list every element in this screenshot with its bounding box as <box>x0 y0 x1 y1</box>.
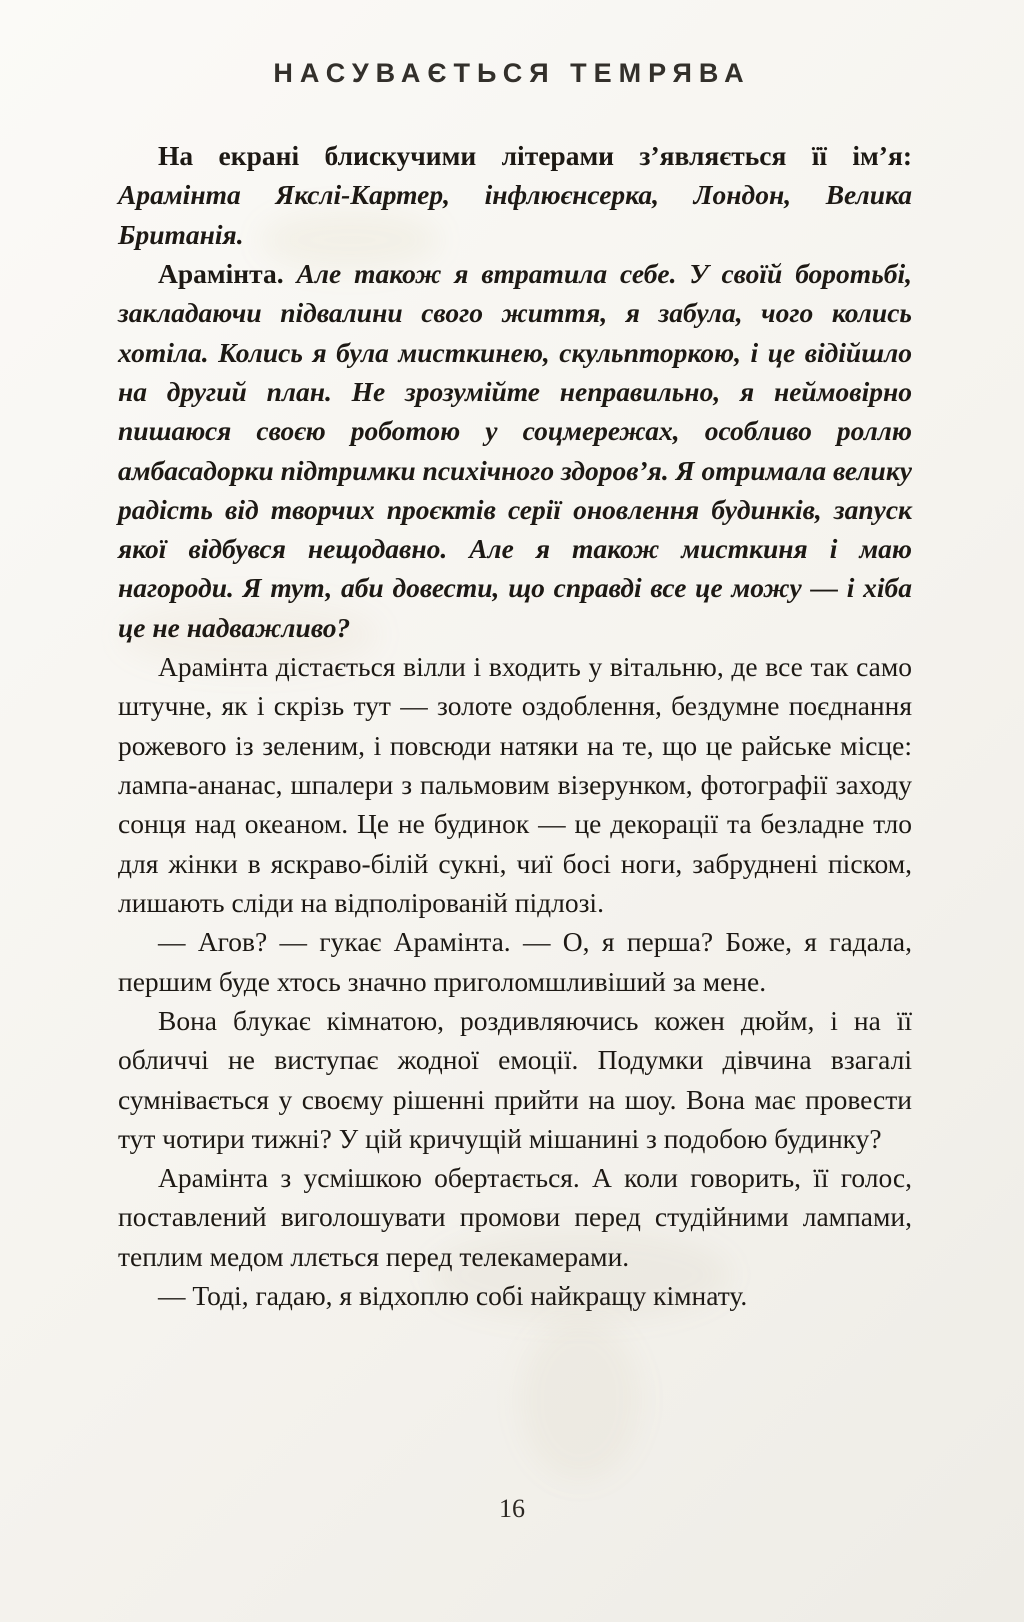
caption-lead-text: На екрані блискучими літерами з’являється її ім’я: <box>158 140 912 171</box>
dialogue-text: — Тоді, гадаю, я відхоплю собі найкращу кімнату. <box>158 1280 748 1312</box>
dialogue-text: — Агов? — гукає Арамінта. — О, я перша? Боже, я гадала, першим буде хтось значно приголомшливіший за мене. <box>118 926 912 997</box>
paragraph-araminta-quote <box>118 254 912 647</box>
paragraph-screen-caption <box>118 136 912 254</box>
body-text-block <box>118 136 912 1315</box>
scan-artifact <box>520 1320 640 1480</box>
paragraph-narration <box>118 1158 912 1276</box>
caption-name-text: Арамінта Якслі-Картер, інфлюєнсерка, Лондон, Велика Британія. <box>118 179 912 250</box>
page-number: 16 <box>499 1494 525 1523</box>
speaker-quote-text: Але також я втратила себе. У своїй боротьбі, закладаючи підвалини свого життя, я забула, чого колись хотіла. Колись я була мисткинею, скульпторкою, і це відійшло на другий план. Не зрозумійте неправильно, я неймовірно пишаюся своєю роботою у соцмережах, особливо роллю амбасадорки підтримки психічного здоров’я. Я отримала велику радість від творчих проєктів серії оновлення будинків, запуск якої відбувся нещодавно. Але я також мисткиня і маю нагороди. Я тут, аби довести, що справді все це можу — і хіба це не надважливо? <box>118 257 913 643</box>
paragraph-narration <box>118 1001 912 1158</box>
paragraph-dialogue <box>118 1276 912 1315</box>
narration-text: Вона блукає кімнатою, роздивляючись кожен дюйм, і на її обличчі не виступає жодної емоції. Подумки дівчина взагалі сумнівається у своєму рішенні прийти на шоу. Вона має провести тут чотири тижні? У цій кричущій мішанині з подобою будинку? <box>118 1004 912 1154</box>
narration-text: Арамінта дістається вілли і входить у вітальню, де все так само штучне, як і скрізь тут — золоте оздоблення, бездумне поєднання рожевого із зеленим, і повсюди натяки на те, що це райське місце: лампа-ананас, шпалери з пальмовим візерунком, фотографії заходу сонця над океаном. Це не будинок — це декорації та безладне тло для жінки в яскраво-білій сукні, чиї босі ноги, забруднені піском, лишають сліди на відполірованій підлозі. <box>118 651 912 918</box>
paragraph-dialogue <box>118 922 912 1001</box>
narration-text: Арамінта з усмішкою обертається. А коли говорить, її голос, поставлений виголошувати промови перед студійними лампами, теплим медом ллється перед телекамерами. <box>118 1162 912 1272</box>
paragraph-narration <box>118 647 912 922</box>
running-head-title: НАСУВАЄТЬСЯ ТЕМРЯВА <box>273 58 751 88</box>
speaker-label: Арамінта. <box>158 257 297 289</box>
